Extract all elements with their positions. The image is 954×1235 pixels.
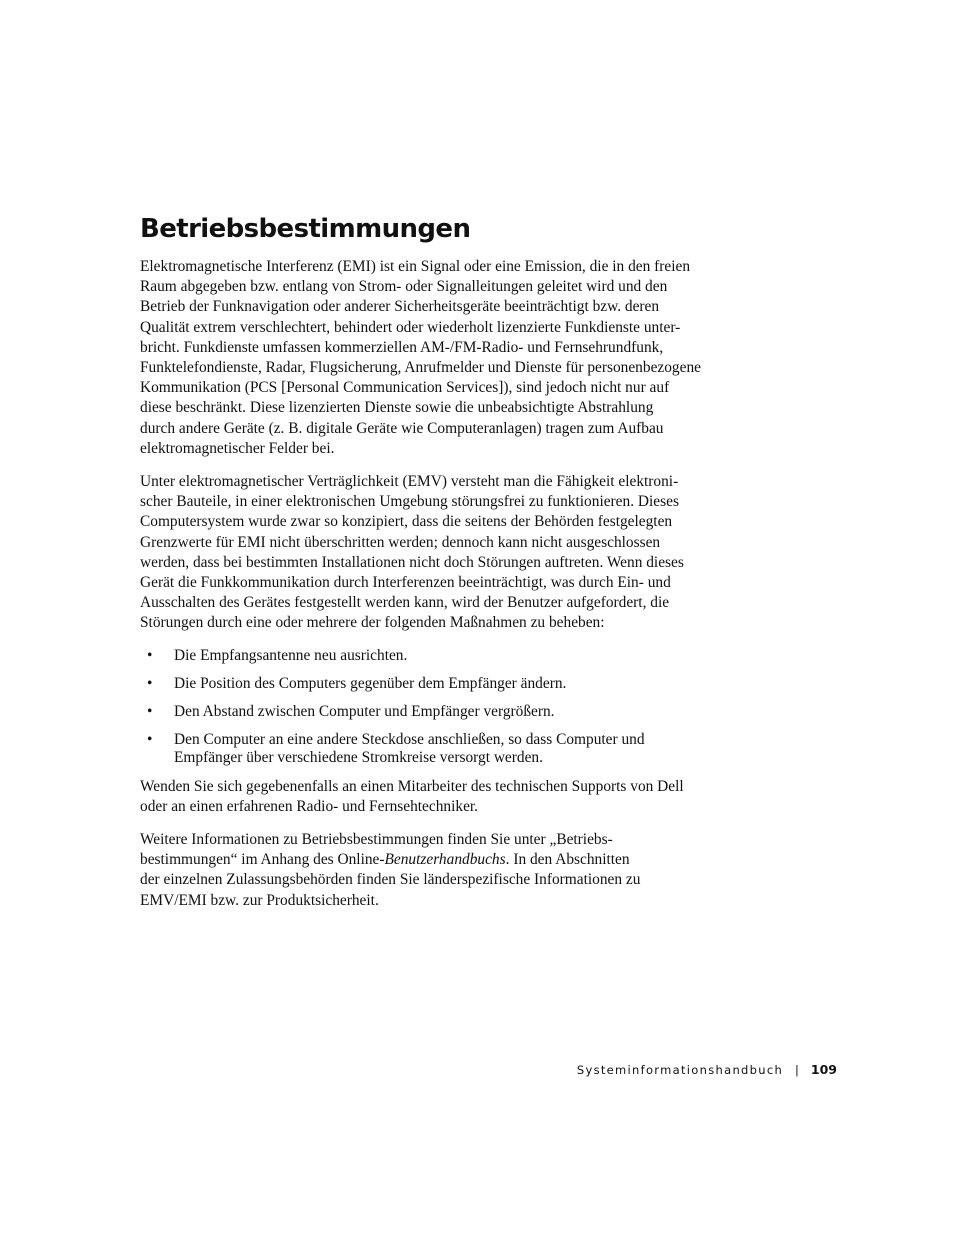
text-line: Kommunikation (PCS [Personal Communication Services]), sind jedoch nicht nur auf (140, 379, 670, 397)
paragraph-emi-definition (140, 257, 701, 459)
text-line: der einzelnen Zulassungsbehörden finden Sie länderspezifische Informationen zu (140, 871, 641, 889)
measures-list (140, 647, 645, 777)
text-line: EMV/EMI bzw. zur Produktsicherheit. (140, 891, 379, 909)
text-line: Raum abgegeben bzw. entlang von Strom- oder Signalleitungen geleitet wird und den (140, 278, 668, 296)
bullet-icon: • (147, 731, 153, 748)
text-line: diese beschränkt. Diese lizenzierten Dienste sowie die unbeabsichtigte Abstrahlung (140, 399, 654, 417)
text-line (140, 850, 640, 870)
list-item-text: Den Computer an eine andere Steckdose anschließen, so dass Computer und (174, 731, 645, 748)
text-fragment: . In den Abschnitten (505, 851, 630, 869)
bullet-icon: • (147, 675, 153, 692)
text-line: Unter elektromagnetischer Verträglichkeit (EMV) versteht man die Fähigkeit elektroni- (140, 473, 679, 490)
text-line: Wenden Sie sich gegebenenfalls an einen Mitarbeiter des technischen Supports von Dell (140, 778, 684, 795)
manual-title-italic: Benutzerhandbuchs (384, 851, 506, 869)
list-item-text: Die Position des Computers gegenüber dem Empfänger ändern. (174, 675, 567, 692)
page-title: Betriebsbestimmungen (140, 214, 471, 244)
list-item-text: Die Empfangsantenne neu ausrichten. (174, 647, 408, 664)
footer-separator: | (795, 1063, 799, 1077)
list-item (140, 647, 645, 665)
text-line: durch andere Geräte (z. B. digitale Geräte wie Computeranlagen) tragen zum Aufbau (140, 419, 664, 437)
page-number: 109 (810, 1062, 837, 1077)
text-line: Qualität extrem verschlechtert, behindert oder wiederholt lizenzierte Funkdienste unter- (140, 318, 681, 336)
list-item (140, 731, 645, 767)
paragraph-further-info (140, 830, 640, 911)
text-line: bricht. Funkdienste umfassen kommerziellen AM-/FM-Radio- und Fernsehrundfunk, (140, 338, 664, 356)
page-footer (577, 1062, 837, 1077)
text-line: Ausschalten des Gerätes festgestellt werden kann, wird der Benutzer aufgefordert, die (140, 594, 670, 612)
text-line: werden, dass bei bestimmten Installationen nicht doch Störungen auftreten. Wenn dieses (140, 553, 684, 571)
text-line: Elektromagnetische Interferenz (EMI) ist ein Signal oder eine Emission, die in den freien (140, 258, 691, 275)
list-item-text: Empfänger über verschiedene Stromkreise versorgt werden. (174, 749, 543, 766)
paragraph-contact-support (140, 777, 684, 817)
text-line: Gerät die Funkkommunikation durch Interferenzen beeinträchtigt, was durch Ein- und (140, 574, 671, 592)
list-item-text: Den Abstand zwischen Computer und Empfänger vergrößern. (174, 703, 555, 720)
text-line: oder an einen erfahrenen Radio- und Fernsehtechniker. (140, 798, 479, 816)
footer-book-title: Systeminformationshandbuch (576, 1063, 784, 1077)
text-line: Funktelefondienste, Radar, Flugsicherung, Anrufmelder und Dienste für personenbezogene (140, 359, 701, 377)
bullet-icon: • (147, 703, 153, 720)
text-line: Störungen durch eine oder mehrere der folgenden Maßnahmen zu beheben: (140, 614, 605, 632)
paragraph-emv-definition (140, 472, 684, 634)
text-line: Computersystem wurde zwar so konzipiert, dass die seitens der Behörden festgelegten (140, 513, 673, 531)
text-line: scher Bauteile, in einer elektronischen Umgebung störungsfrei zu funktionieren. Dieses (140, 493, 679, 511)
list-item (140, 703, 645, 721)
text-fragment: bestimmungen“ im Anhang des Online- (140, 851, 385, 869)
text-line: Weitere Informationen zu Betriebsbestimmungen finden Sie unter „Betriebs- (140, 831, 613, 848)
text-line: Grenzwerte für EMI nicht überschritten werden; dennoch kann nicht ausgeschlossen (140, 533, 661, 551)
text-line: Betrieb der Funknavigation oder anderer Sicherheitsgeräte beeinträchtigt bzw. deren (140, 298, 660, 316)
list-item (140, 675, 645, 693)
text-line: elektromagnetischer Felder bei. (140, 439, 335, 457)
bullet-icon: • (147, 647, 153, 664)
